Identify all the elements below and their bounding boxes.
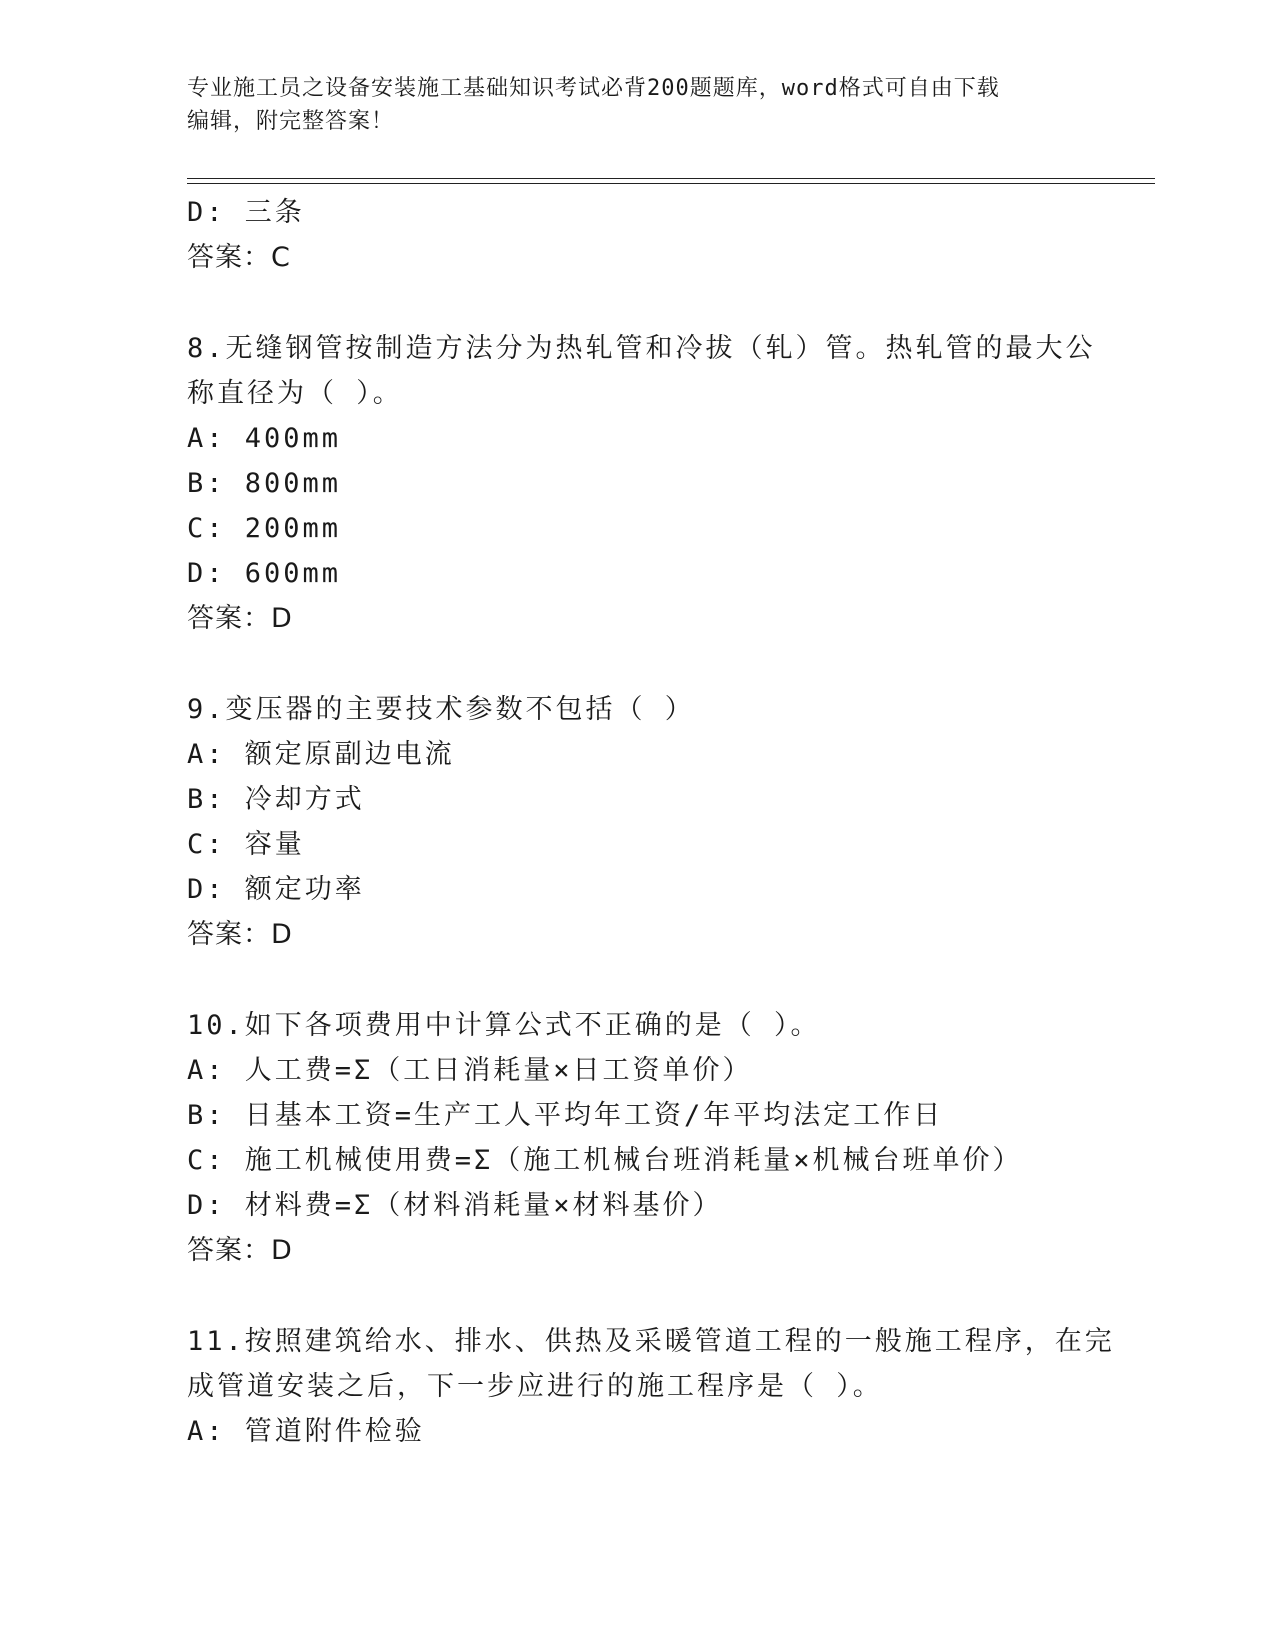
question-list: [187, 190, 1115, 1454]
question-stem-line: 10.如下各项费用中计算公式不正确的是（ ）。: [187, 1010, 821, 1041]
option-a: A: 人工费=Σ（工日消耗量×日工资单价）: [187, 1055, 753, 1086]
question-stem-line: 11.按照建筑给水、排水、供热及采暖管道工程的一般施工程序，在完: [187, 1326, 1115, 1357]
option-d: D: 材料费=Σ（材料消耗量×材料基价）: [187, 1190, 723, 1221]
option-c: C: 容量: [187, 829, 305, 860]
question-10: [187, 1003, 1087, 1273]
option-a: A: 额定原副边电流: [187, 739, 455, 770]
answer-line: 答案：C: [187, 242, 291, 273]
header-divider-bottom: [187, 183, 1155, 184]
option-d: D: 额定功率: [187, 874, 365, 905]
header-divider-top: [187, 178, 1155, 179]
previous-question-tail: [187, 190, 1087, 280]
question-stem-line: 8.无缝钢管按制造方法分为热轧管和冷拔（轧）管。热轧管的最大公: [187, 333, 1096, 364]
option-d: D: 600mm: [187, 558, 342, 589]
question-stem-line: 9.变压器的主要技术参数不包括（ ）: [187, 694, 695, 725]
spacer: [187, 957, 1087, 1003]
question-9: [187, 687, 1087, 957]
option-b: B: 800mm: [187, 468, 342, 499]
option-c: C: 施工机械使用费=Σ（施工机械台班消耗量×机械台班单价）: [187, 1145, 1023, 1176]
question-11: [187, 1319, 1115, 1454]
option-a: A: 管道附件检验: [187, 1416, 425, 1447]
spacer: [187, 1273, 1087, 1319]
question-stem-line: 称直径为（ ）。: [187, 378, 403, 409]
option-a: A: 400mm: [187, 423, 342, 454]
option-c: C: 200mm: [187, 513, 342, 544]
question-stem-line: 成管道安装之后，下一步应进行的施工程序是（ ）。: [187, 1371, 883, 1402]
spacer: [187, 641, 1087, 687]
answer-line: 答案：D: [187, 919, 293, 950]
document-header: [187, 72, 1087, 138]
question-8: [187, 326, 1096, 641]
option-b: B: 日基本工资=生产工人平均年工资/年平均法定工作日: [187, 1100, 944, 1131]
option-b: B: 冷却方式: [187, 784, 365, 815]
header-title-line-2: 编辑，附完整答案！: [187, 109, 395, 134]
header-title-line-1: 专业施工员之设备安装施工基础知识考试必背200题题库，word格式可自由下载: [187, 76, 1000, 101]
spacer: [187, 280, 1087, 326]
answer-line: 答案：D: [187, 603, 293, 634]
option-d: D: 三条: [187, 197, 305, 228]
answer-line: 答案：D: [187, 1235, 293, 1266]
